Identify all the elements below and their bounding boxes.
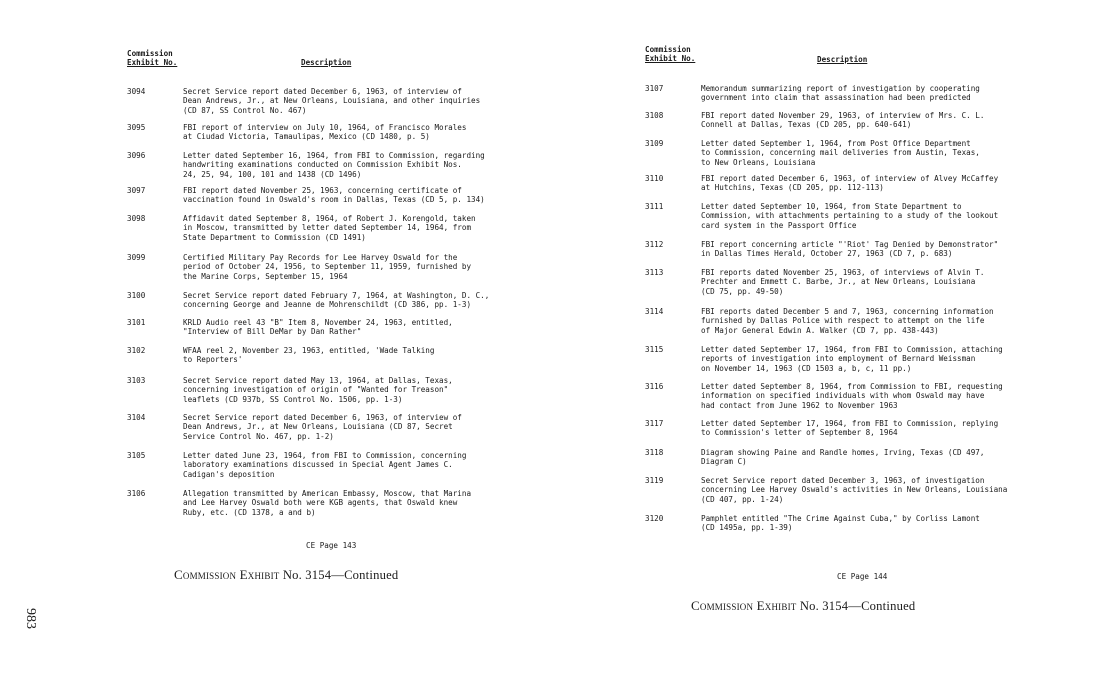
- exhibit-description: FBI reports dated December 5 and 7, 1963, concerning information furnished by Dallas Police with respect to attempt on the life of Major General Edwin A. Walker (CD 7, pp. 438-443): [701, 307, 994, 335]
- exhibit-description: FBI reports dated November 25, 1963, of interviews of Alvin T. Prechter and Emmett C. Barbe, Jr., at New Orleans, Louisiana (CD 75, pp. 49-50): [701, 268, 985, 296]
- exhibit-number: 3103: [127, 376, 146, 385]
- exhibit-row-3094: [127, 87, 503, 115]
- exhibit-caption: [691, 598, 915, 614]
- caption-commission-exhibit: Commission Exhibit: [691, 598, 797, 613]
- exhibit-description: WFAA reel 2, November 23, 1963, entitled, 'Wade Talking to Reporters': [183, 346, 435, 365]
- exhibit-row-3119: [645, 476, 1021, 504]
- exhibit-row-3109: [645, 139, 1021, 167]
- exhibit-number: 3104: [127, 413, 146, 422]
- exhibit-description: FBI report dated November 29, 1963, of interview of Mrs. C. L. Connell at Dallas, Texas (CD 205, pp. 640-641): [701, 111, 985, 130]
- exhibit-description: Memorandum summarizing report of investigation by cooperating government into claim that assassination had been predicted: [701, 84, 980, 103]
- exhibit-row-3120: [645, 514, 1021, 533]
- ce-page-label: CE Page 144: [837, 572, 888, 581]
- exhibit-description: FBI report dated November 25, 1963, concerning certificate of vaccination found in Oswald's room in Dallas, Texas (CD 5, p. 134): [183, 186, 485, 205]
- exhibit-number: 3094: [127, 87, 146, 96]
- exhibit-row-3116: [645, 382, 1021, 410]
- exhibit-row-3101: [127, 318, 503, 337]
- header-line-commission: Commission: [645, 45, 691, 54]
- exhibit-row-3113: [645, 268, 1021, 296]
- exhibit-row-3114: [645, 307, 1021, 335]
- exhibit-description: Pamphlet entitled "The Crime Against Cuba," by Corliss Lamont (CD 1495a, pp. 1-39): [701, 514, 980, 533]
- exhibit-description: Certified Military Pay Records for Lee Harvey Oswald for the period of October 24, 1956, to September 11, 1959, furnished by the Marine Corps, September 15, 1964: [183, 253, 472, 281]
- page-number-text: 983: [23, 608, 38, 629]
- exhibit-number: 3120: [645, 514, 664, 523]
- header-line-commission: Commission: [127, 49, 173, 58]
- exhibit-number: 3118: [645, 448, 664, 457]
- exhibit-row-3096: [127, 151, 503, 179]
- page-number: [14, 608, 38, 648]
- exhibit-row-3110: [645, 174, 1021, 193]
- exhibit-description: Secret Service report dated December 3, 1963, of investigation concerning Lee Harvey Oswald's activities in New Orleans, Louisiana (CD 407, pp. 1-24): [701, 476, 1008, 504]
- exhibit-description: Secret Service report dated May 13, 1964, at Dallas, Texas, concerning investigation of origin of "Wanted for Treason" leaflets (CD 937b, SS Control No. 1506, pp. 1-3): [183, 376, 453, 404]
- exhibit-row-3100: [127, 291, 503, 310]
- exhibit-row-3115: [645, 345, 1021, 373]
- exhibit-caption: [174, 567, 398, 583]
- exhibit-number: 3112: [645, 240, 664, 249]
- exhibit-description: Allegation transmitted by American Embassy, Moscow, that Marina and Lee Harvey Oswald both were KGB agents, that Oswald knew Ruby, etc. (CD 1378, a and b): [183, 489, 472, 517]
- exhibit-number: 3114: [645, 307, 664, 316]
- exhibit-no-header: [645, 45, 695, 64]
- header-line-exhibit-no: Exhibit No.: [645, 54, 696, 64]
- exhibit-number: 3095: [127, 123, 146, 132]
- exhibit-number: 3101: [127, 318, 146, 327]
- right-page: [547, 0, 1094, 691]
- exhibit-number: 3115: [645, 345, 664, 354]
- exhibit-row-3098: [127, 214, 503, 242]
- exhibit-number: 3107: [645, 84, 664, 93]
- exhibit-number: 3105: [127, 451, 146, 460]
- exhibit-number: 3113: [645, 268, 664, 277]
- exhibit-row-3105: [127, 451, 503, 479]
- exhibit-description: Secret Service report dated February 7, 1964, at Washington, D. C., concerning George and Jeanne de Mohrenschildt (CD 386, pp. 1-3): [183, 291, 490, 310]
- exhibit-row-3097: [127, 186, 503, 205]
- caption-commission-exhibit: Commission Exhibit: [174, 567, 280, 582]
- exhibit-number: 3097: [127, 186, 146, 195]
- exhibit-number: 3119: [645, 476, 664, 485]
- exhibit-description: FBI report concerning article "'Riot' Tag Denied by Demonstrator" in Dallas Times Herald, October 27, 1963 (CD 7, p. 683): [701, 240, 999, 259]
- exhibit-description: Letter dated September 17, 1964, from FBI to Commission, attaching reports of investigation into employment of Bernard Weissman on November 14, 1963 (CD 1503 a, b, c, 11 pp.): [701, 345, 1003, 373]
- exhibit-description: Secret Service report dated December 6, 1963, of interview of Dean Andrews, Jr., at New Orleans, Louisiana (CD 87, Secret Service Control No. 467, pp. 1-2): [183, 413, 462, 441]
- exhibit-description: Letter dated September 8, 1964, from Commission to FBI, requesting information on specified individuals with whom Oswald may have had contact from June 1962 to November 1963: [701, 382, 1003, 410]
- exhibit-number: 3110: [645, 174, 664, 183]
- exhibit-row-3107: [645, 84, 1021, 103]
- exhibit-number: 3109: [645, 139, 664, 148]
- exhibit-description: Diagram showing Paine and Randle homes, Irving, Texas (CD 497, Diagram C): [701, 448, 985, 467]
- exhibit-description: Secret Service report dated December 6, 1963, of interview of Dean Andrews, Jr., at New Orleans, Louisiana, and other inquiries (CD 87, SS Control No. 467): [183, 87, 481, 115]
- exhibit-description: FBI report of interview on July 10, 1964, of Francisco Morales at Ciudad Victoria, Tamaulipas, Mexico (CD 1480, p. 5): [183, 123, 467, 142]
- ce-page-label: CE Page 143: [306, 541, 357, 550]
- exhibit-number: 3098: [127, 214, 146, 223]
- exhibit-number: 3106: [127, 489, 146, 498]
- exhibit-no-header: [127, 49, 177, 68]
- exhibit-row-3108: [645, 111, 1021, 130]
- exhibit-number: 3102: [127, 346, 146, 355]
- exhibit-description: Affidavit dated September 8, 1964, of Robert J. Korengold, taken in Moscow, transmitted by letter dated September 14, 1964, from State Department to Commission (CD 1491): [183, 214, 476, 242]
- caption-number-continued: No. 3154—Continued: [796, 599, 916, 613]
- exhibit-description: KRLD Audio reel 43 "B" Item 8, November 24, 1963, entitled, "Interview of Bill DeMar by Dan Rather": [183, 318, 453, 337]
- exhibit-number: 3099: [127, 253, 146, 262]
- description-header: Description: [301, 58, 352, 67]
- exhibit-description: Letter dated June 23, 1964, from FBI to Commission, concerning laboratory examinations discussed in Special Agent James C. Cadigan's deposition: [183, 451, 467, 479]
- exhibit-description: FBI report dated December 6, 1963, of interview of Alvey McCaffey at Hutchins, Texas (CD 205, pp. 112-113): [701, 174, 999, 193]
- exhibit-description: Letter dated September 17, 1964, from FBI to Commission, replying to Commission's letter of September 8, 1964: [701, 419, 999, 438]
- exhibit-number: 3108: [645, 111, 664, 120]
- exhibit-row-3112: [645, 240, 1021, 259]
- caption-number-continued: No. 3154—Continued: [279, 568, 399, 582]
- header-line-exhibit-no: Exhibit No.: [127, 58, 178, 68]
- description-header: Description: [817, 55, 868, 64]
- exhibit-row-3117: [645, 419, 1021, 438]
- exhibit-row-3103: [127, 376, 503, 404]
- exhibit-number: 3117: [645, 419, 664, 428]
- exhibit-description: Letter dated September 16, 1964, from FBI to Commission, regarding handwriting examinations conducted on Commission Exhibit Nos. 24, 25, 94, 100, 101 and 1438 (CD 1496): [183, 151, 485, 179]
- exhibit-row-3118: [645, 448, 1021, 467]
- exhibit-row-3095: [127, 123, 503, 142]
- exhibit-row-3102: [127, 346, 503, 365]
- exhibit-number: 3096: [127, 151, 146, 160]
- exhibit-row-3099: [127, 253, 503, 281]
- exhibit-description: Letter dated September 1, 1964, from Post Office Department to Commission, concerning mail deliveries from Austin, Texas, to New Orleans, Louisiana: [701, 139, 980, 167]
- exhibit-row-3106: [127, 489, 503, 517]
- exhibit-description: Letter dated September 10, 1964, from State Department to Commission, with attachments pertaining to a study of the lookout card system in the Passport Office: [701, 202, 999, 230]
- exhibit-number: 3100: [127, 291, 146, 300]
- exhibit-row-3111: [645, 202, 1021, 230]
- exhibit-row-3104: [127, 413, 503, 441]
- exhibit-number: 3116: [645, 382, 664, 391]
- exhibit-number: 3111: [645, 202, 664, 211]
